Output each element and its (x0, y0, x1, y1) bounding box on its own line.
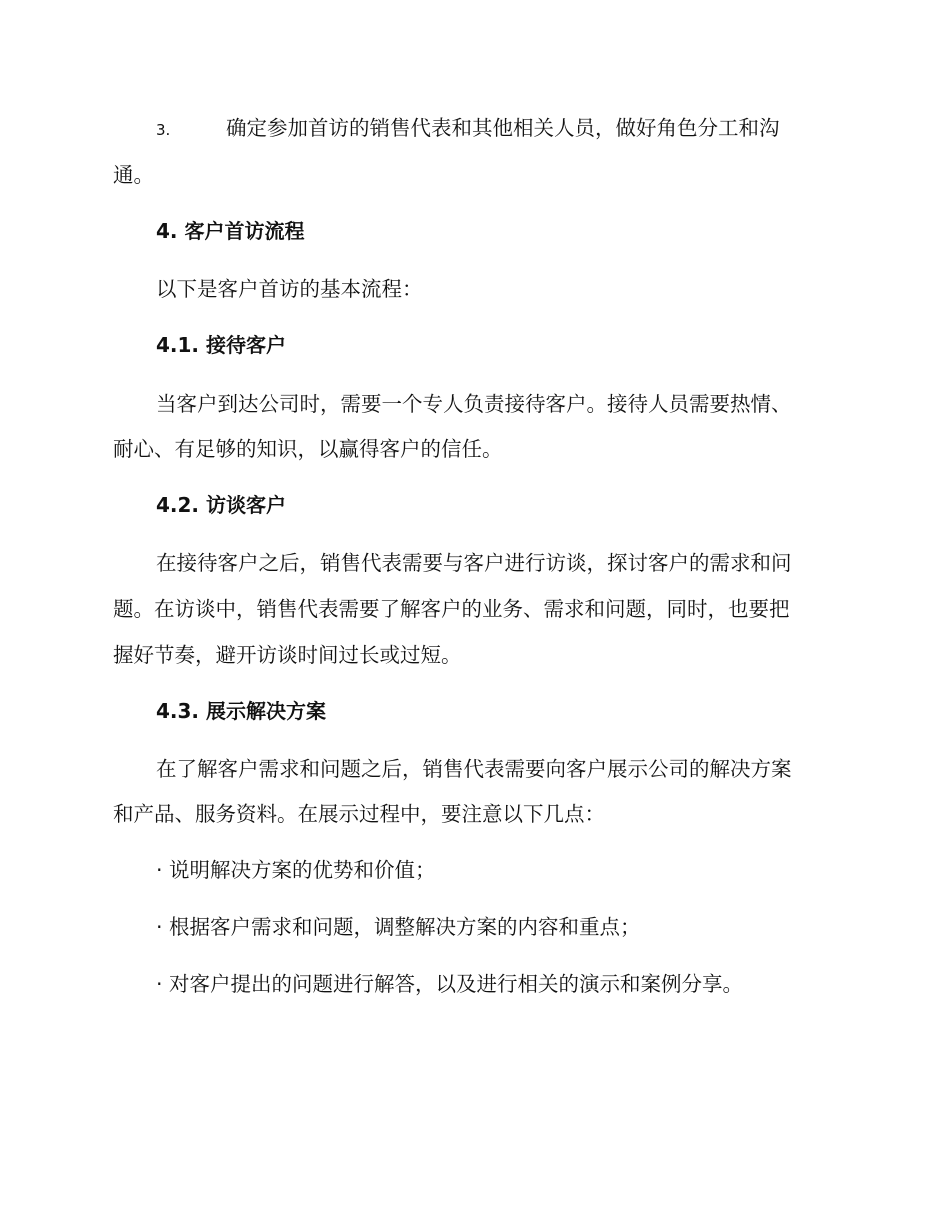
section-4-2-paragraph-line-3: 握好节奏，避开访谈时间过长或过短。 (113, 643, 462, 667)
section-4-intro: 以下是客户首访的基本流程： (156, 277, 423, 301)
bullet-item: · 根据客户需求和问题，调整解决方案的内容和重点； (156, 915, 641, 939)
section-heading-4-2: 4.2. 访谈客户 (156, 493, 286, 517)
item-3-text-line-2: 通。 (113, 163, 154, 187)
item-3-text-line-1: 确定参加首访的销售代表和其他相关人员，做好角色分工和沟 (226, 116, 780, 140)
section-4-3-paragraph-line-1: 在了解客户需求和问题之后，销售代表需要向客户展示公司的解决方案 (156, 757, 792, 781)
section-4-2-paragraph-line-2: 题。在访谈中，销售代表需要了解客户的业务、需求和问题，同时，也要把 (113, 597, 790, 621)
section-4-3-paragraph-line-2: 和产品、服务资料。在展示过程中，要注意以下几点： (113, 802, 605, 826)
section-4-1-paragraph-line-1: 当客户到达公司时，需要一个专人负责接待客户。接待人员需要热情、 (156, 392, 792, 416)
section-4-1-paragraph-line-2: 耐心、有足够的知识，以赢得客户的信任。 (113, 437, 503, 461)
section-heading-4-3: 4.3. 展示解决方案 (156, 699, 326, 723)
section-heading-4-1: 4.1. 接待客户 (156, 333, 286, 357)
list-number: 3. (156, 121, 171, 139)
section-4-2-paragraph-line-1: 在接待客户之后，销售代表需要与客户进行访谈，探讨客户的需求和问 (156, 551, 792, 575)
section-heading-4: 4. 客户首访流程 (156, 219, 305, 243)
bullet-item: · 说明解决方案的优势和价值； (156, 858, 436, 882)
bullet-item: · 对客户提出的问题进行解答，以及进行相关的演示和案例分享。 (156, 972, 744, 996)
